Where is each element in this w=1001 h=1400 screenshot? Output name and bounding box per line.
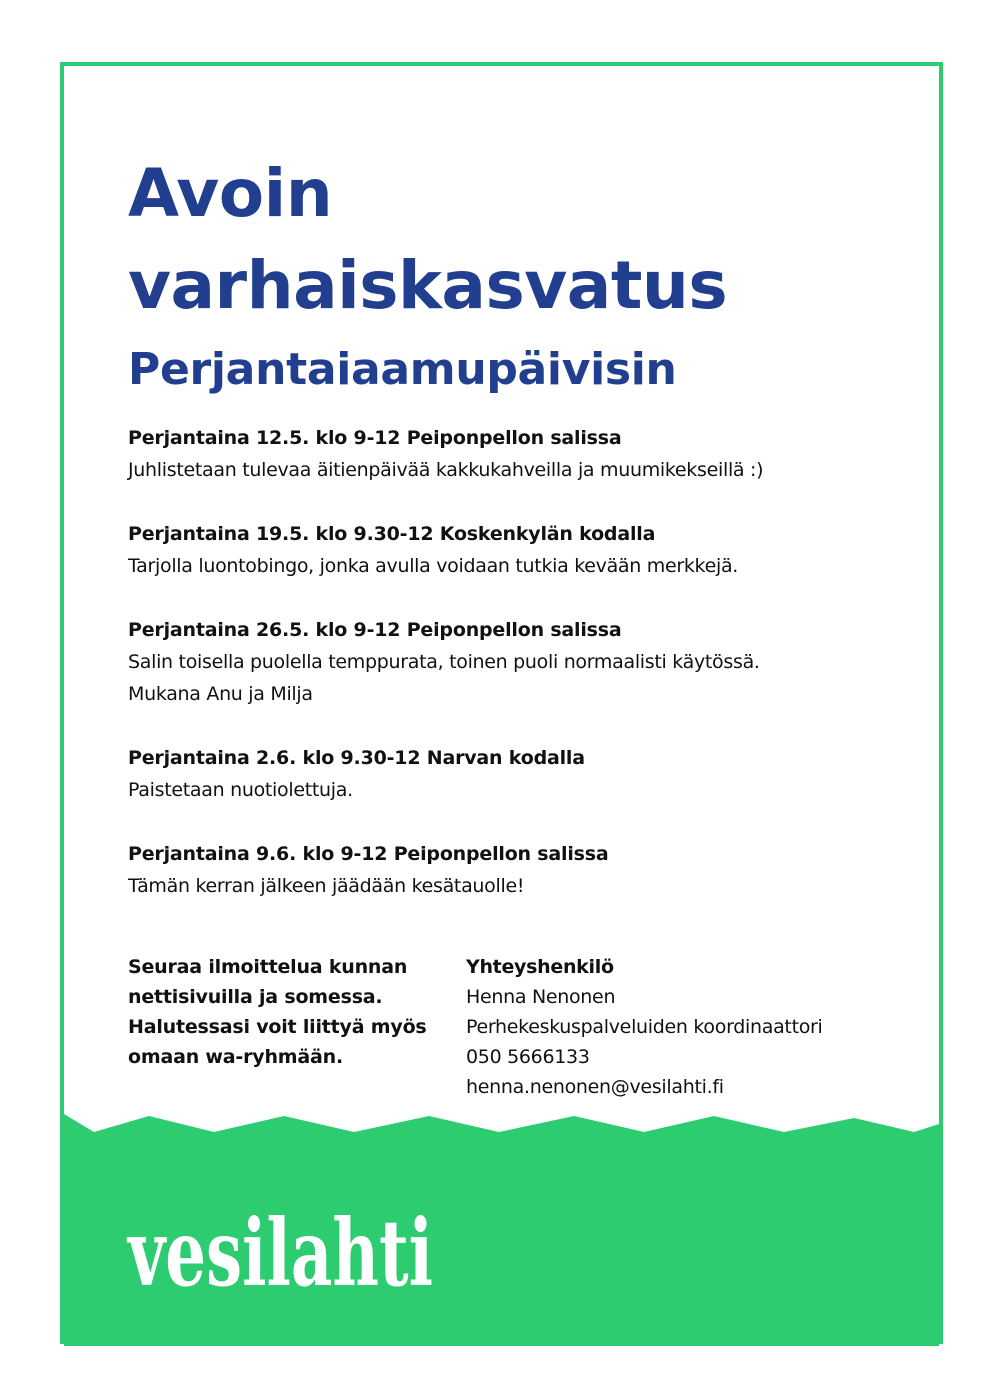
event-heading: Perjantaina 12.5. klo 9-12 Peiponpellon salissa <box>128 427 622 449</box>
poster-content <box>128 148 888 934</box>
event-item-4 <box>128 742 888 806</box>
poster <box>60 62 943 1344</box>
info-section <box>128 952 888 1102</box>
event-item-5 <box>128 838 888 902</box>
contact-block <box>466 952 823 1102</box>
event-description: Juhlistetaan tulevaa äitienpäivää kakkukahveilla ja muumikekseillä :) <box>128 459 764 481</box>
event-description: Paistetaan nuotiolettuja. <box>128 779 353 801</box>
event-item-1 <box>128 422 888 486</box>
follow-line: Seuraa ilmoittelua kunnan <box>128 956 408 978</box>
title-line-2: varhaiskasvatus <box>128 247 728 324</box>
title-line-1: Avoin <box>128 155 333 232</box>
page-title <box>128 148 888 332</box>
event-description: Salin toisella puolella temppurata, toinen puoli normaalisti käytössä. <box>128 651 760 673</box>
event-item-3 <box>128 614 888 710</box>
vesilahti-logo <box>126 1199 438 1307</box>
follow-line: omaan wa-ryhmään. <box>128 1046 343 1068</box>
event-description: Mukana Anu ja Milja <box>128 683 313 705</box>
contact-phone: 050 5666133 <box>466 1046 590 1068</box>
follow-line: nettisivuilla ja somessa. <box>128 986 383 1008</box>
contact-name: Henna Nenonen <box>466 986 616 1008</box>
event-description: Tämän kerran jälkeen jäädään kesätauolle! <box>128 875 525 897</box>
logo-text: vesilahti <box>126 1199 433 1307</box>
contact-heading: Yhteyshenkilö <box>466 956 614 978</box>
event-heading: Perjantaina 19.5. klo 9.30-12 Koskenkylän kodalla <box>128 523 656 545</box>
vesilahti-logo-mark <box>126 1199 438 1307</box>
contact-email: henna.nenonen@vesilahti.fi <box>466 1076 724 1098</box>
contact-role: Perhekeskuspalveluiden koordinaattori <box>466 1016 823 1038</box>
event-heading: Perjantaina 9.6. klo 9-12 Peiponpellon salissa <box>128 843 609 865</box>
event-heading: Perjantaina 26.5. klo 9-12 Peiponpellon salissa <box>128 619 622 641</box>
event-heading: Perjantaina 2.6. klo 9.30-12 Narvan kodalla <box>128 747 585 769</box>
follow-notice <box>128 952 466 1102</box>
event-list <box>128 422 888 902</box>
event-description: Tarjolla luontobingo, jonka avulla voidaan tutkia kevään merkkejä. <box>128 555 739 577</box>
event-item-2 <box>128 518 888 582</box>
page-subtitle: Perjantaiaamupäivisin <box>128 344 677 395</box>
follow-line: Halutessasi voit liittyä myös <box>128 1016 427 1038</box>
